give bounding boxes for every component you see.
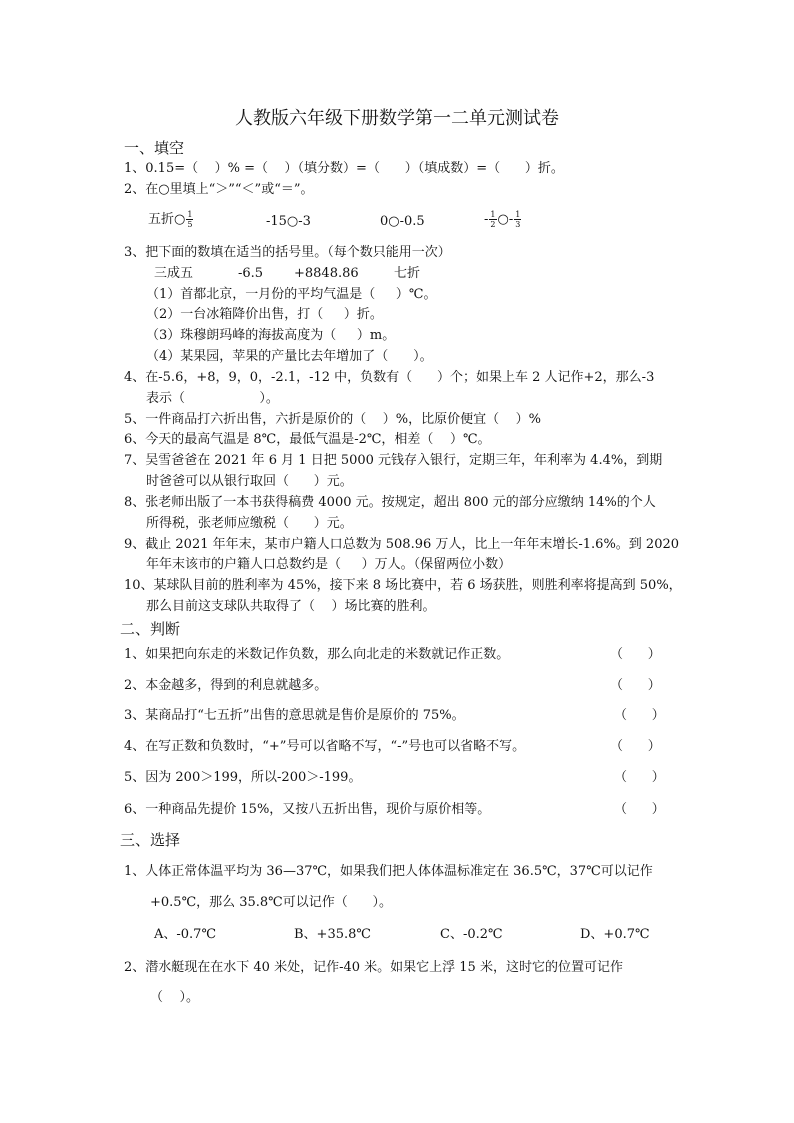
compare-item-b: -15○-3 <box>266 214 311 229</box>
answer-blank: （ ） <box>614 708 665 723</box>
question-fill-9: 9、截止 2021 年年末，某市户籍人口总数为 508.96 万人，比上一年年末增长-1.6%。到 2020 <box>124 537 680 552</box>
choice-question-1-cont: +0.5℃，那么 35.8℃可以记作（ ）。 <box>150 895 393 910</box>
judge-statement: 6、一种商品先提价 15%，又按八五折出售，现价与原价相等。 <box>124 802 491 817</box>
answer-blank: （ ） <box>610 739 661 754</box>
choice-option-c: C、-0.2℃ <box>440 927 503 942</box>
choice-option-d: D、+0.7℃ <box>580 927 650 942</box>
choice-question-1: 1、人体正常体温平均为 36—37℃，如果我们把人体体温标准定在 36.5℃，37℃可以记作 <box>124 864 653 879</box>
sub-question: （3）珠穆朗玛峰的海拔高度为（ ）m。 <box>146 328 396 343</box>
choice-question-2: 2、潜水艇现在在水下 40 米处，记作-40 米。如果它上浮 15 米，这时它的位置可记作 <box>124 960 623 975</box>
question-fill-10: 10、某球队目前的胜利率为 45%，接下来 8 场比赛中，若 6 场获胜，则胜利率将提高到 50%， <box>124 578 682 593</box>
number-option: 三成五 <box>154 266 194 281</box>
question-fill-3: 3、把下面的数填在适当的括号里。（每个数只能用一次） <box>124 245 451 260</box>
number-option: +8848.86 <box>294 266 359 281</box>
answer-blank: （ ） <box>610 678 661 693</box>
choice-question-2-cont: （ ）。 <box>150 990 200 1005</box>
choice-option-b: B、+35.8℃ <box>294 927 371 942</box>
sub-question: （1）首都北京，一月份的平均气温是（ ）℃。 <box>146 287 437 302</box>
question-fill-1: 1、0.15=（ ）% =（ ）（填分数）=（ ）（填成数）=（ ）折。 <box>124 161 564 176</box>
sub-question: （4）某果园，苹果的产量比去年增加了（ ）。 <box>146 349 433 364</box>
answer-blank: （ ） <box>610 647 661 662</box>
answer-blank: （ ） <box>614 802 665 817</box>
fraction: $\frac{1}{3}$ <box>515 210 521 229</box>
answer-blank: （ ） <box>614 770 665 785</box>
question-fill-9-cont: 年年末该市的户籍人口总数约是（ ）万人。（保留两位小数） <box>146 557 512 572</box>
question-fill-7-cont: 时爸爸可以从银行取回（ ）元。 <box>146 474 353 489</box>
question-fill-4: 4、在-5.6，+8，9，0，-2.1，-12 中，负数有（ ）个；如果上车 2 人记作+2，那么-3 <box>124 370 655 385</box>
question-fill-10-cont: 那么目前这支球队共取得了（ ）场比赛的胜利。 <box>146 599 436 614</box>
compare-item-c: 0○-0.5 <box>380 214 425 229</box>
judge-statement: 1、如果把向东走的米数记作负数，那么向北走的米数就记作正数。 <box>124 647 510 662</box>
fraction: $\frac{1}{5}$ <box>187 210 193 229</box>
section-choose-heading: 三、选择 <box>120 831 181 849</box>
question-fill-2: 2、在○里填上“＞”“＜”或“＝”。 <box>124 182 314 197</box>
judge-statement: 5、因为 200＞199，所以-200＞-199。 <box>124 770 362 785</box>
question-fill-6: 6、今天的最高气温是 8℃，最低气温是-2℃，相差（ ）℃。 <box>124 432 491 447</box>
question-fill-8: 8、张老师出版了一本书获得稿费 4000 元。按规定，超出 800 元的部分应缴纳 14%的个人 <box>124 495 656 510</box>
section-judge-heading: 二、判断 <box>120 620 181 638</box>
compare-item-a: 五折○ $\frac{1}{5}$ <box>148 210 193 229</box>
question-fill-8-cont: 所得税，张老师应缴税（ ）元。 <box>146 516 353 531</box>
judge-statement: 2、本金越多，得到的利息就越多。 <box>124 678 328 693</box>
judge-statement: 4、在写正数和负数时，“+”号可以省略不写，“-”号也可以省略不写。 <box>124 739 526 754</box>
sub-question: （2）一台冰箱降价出售，打（ ）折。 <box>146 307 383 322</box>
number-option: -6.5 <box>238 266 264 281</box>
compare-item-d: - $\frac{1}{2}$ ○- $\frac{1}{3}$ <box>484 210 521 229</box>
section-fill-heading: 一、填空 <box>124 139 185 157</box>
page-title: 人教版六年级下册数学第一二单元测试卷 <box>235 108 559 129</box>
number-option: 七折 <box>394 266 421 281</box>
fraction: $\frac{1}{2}$ <box>490 210 496 229</box>
choice-option-a: A、-0.7℃ <box>154 927 216 942</box>
question-fill-4-cont: 表示（ ）。 <box>146 391 279 406</box>
judge-statement: 3、某商品打“七五折”出售的意思就是售价是原价的 75%。 <box>124 708 465 723</box>
question-fill-7: 7、吴雪爸爸在 2021 年 6 月 1 日把 5000 元钱存入银行，定期三年，年利率为 4.4%，到期 <box>124 453 663 468</box>
question-fill-5: 5、一件商品打六折出售，六折是原价的（ ）%，比原价便宜（ ）% <box>124 412 542 427</box>
